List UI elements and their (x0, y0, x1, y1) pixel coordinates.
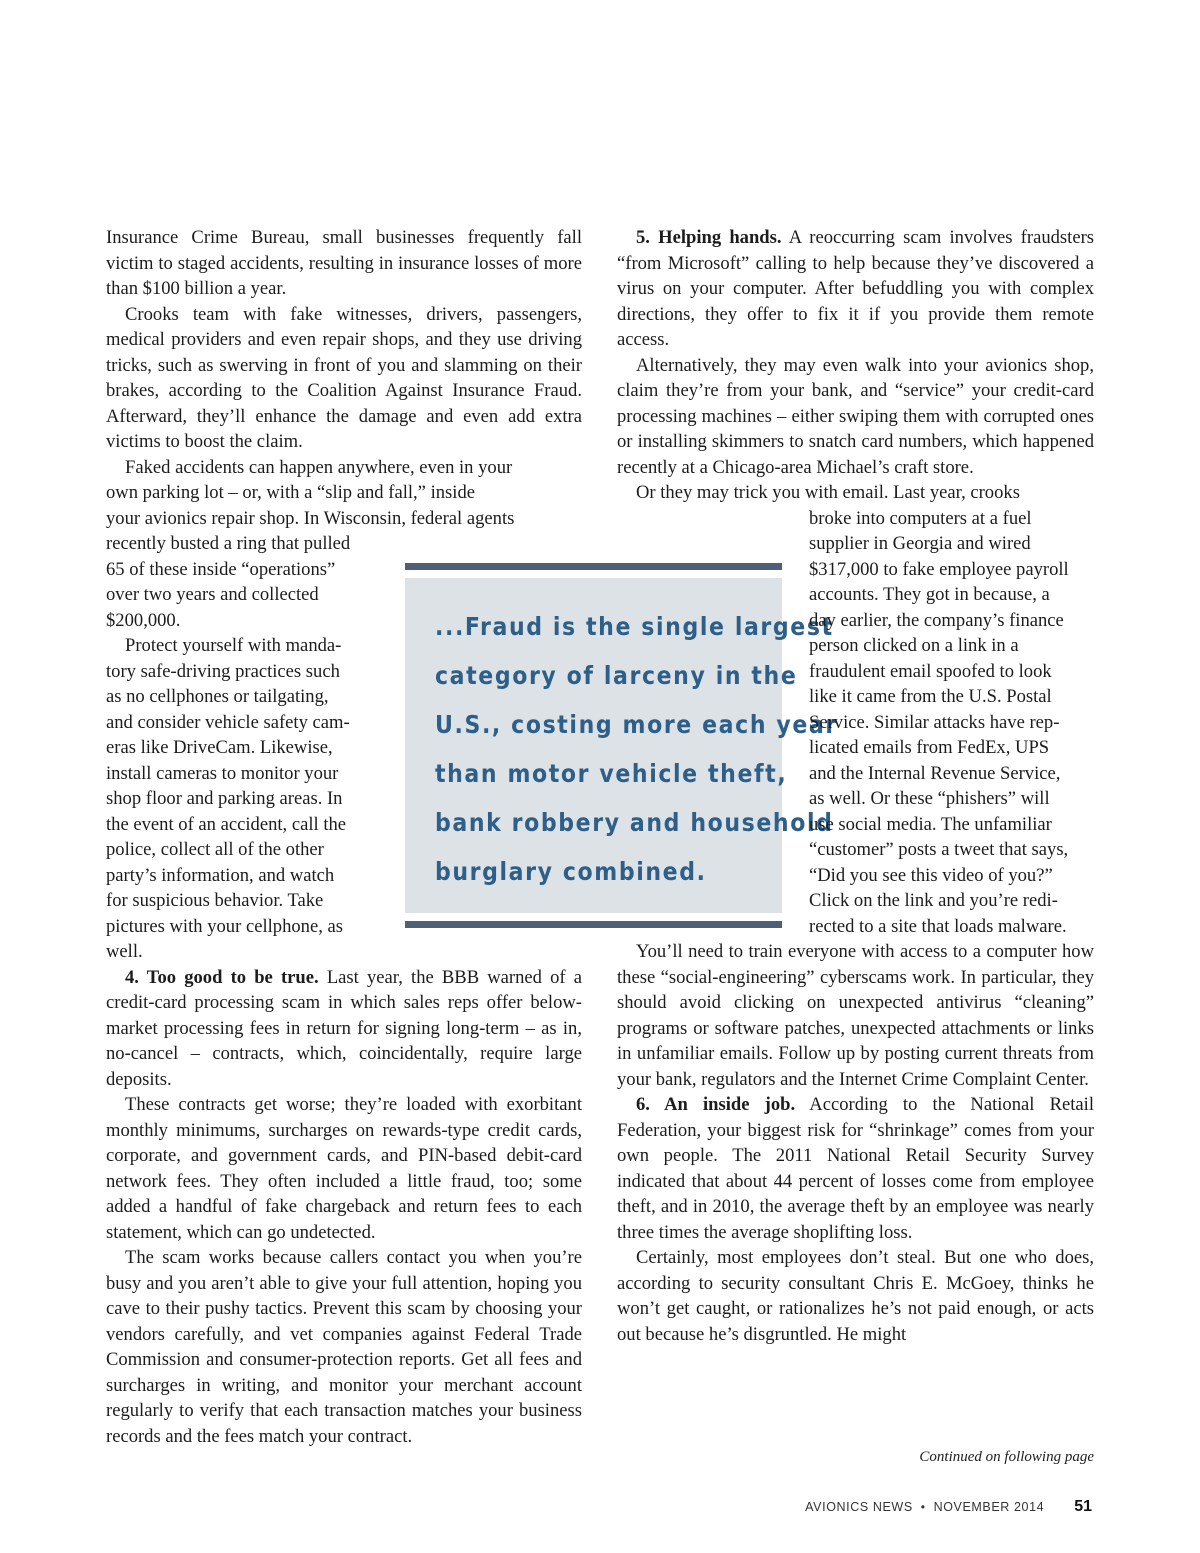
paragraph-body: Last year, the BBB warned of a credit-card processing scam in which sales reps offer below-market processing fees in return for signing long-term – as in, no-cancel – contracts, which, coincidentally, require large deposits. (106, 966, 583, 1090)
text-line: as well. Or these “phishers” will (809, 788, 1050, 809)
text-line: “Did you see this video of you?” (809, 864, 1053, 886)
text-line: like it came from the U.S. Postal (809, 686, 1052, 707)
left-paragraph-7: The scam works because callers contact you when you’re busy and you aren’t able to give your full attention, hoping you cave to their pushy tactics. Prevent this scam by choosing your vendors carefully, and vet companies against Federal Trade Commission and consumer-protection reports. Get all fees and surcharges in writing, and monitor your merchant account regularly to verify that each transaction matches your business records and the fees match your contract. (106, 1247, 582, 1447)
text-line: install cameras to monitor your (106, 762, 339, 784)
text-line: police, collect all of the other (106, 839, 324, 860)
text-line: eras like DriveCam. Likewise, (106, 737, 333, 758)
text-line: broke into computers at a fuel (809, 507, 1032, 529)
text-line: $317,000 to fake employee payroll (809, 558, 1069, 580)
text-line: shop floor and parking areas. In (106, 788, 343, 809)
text-line: Protect yourself with manda- (125, 635, 342, 656)
right-paragraph-6: Certainly, most employees don’t steal. But one who does, according to security consultant Chris E. McGoey, thinks he won’t get caught, or rationalizes he’s not paid enough, or acts out because he’s disgruntled. He might (617, 1247, 1094, 1345)
pull-quote-line: than motor vehicle theft, (435, 759, 788, 788)
text-line: person clicked on a link in a (809, 635, 1019, 656)
continued-note: Continued on following page (919, 1449, 1094, 1465)
section-heading-6: 6. An inside job. (636, 1094, 796, 1115)
pull-quote-line: category of larceny in the (435, 661, 798, 690)
text-line: the event of an accident, call the (106, 813, 347, 835)
text-line: Click on the link and you’re redi- (809, 890, 1058, 911)
paragraph-body: According to the National Retail Federation, your biggest risk for “shrinkage” comes from your own people. The 2011 National Retail Security Survey indicated that about 44 percent of losses come from employee theft, and in 2010, the average theft by an employee was nearly three times the average shoplifting loss. (617, 1094, 1094, 1243)
pull-quote-line: burglary combined. (435, 857, 707, 886)
text-line: and the Internal Revenue Service, (809, 762, 1061, 784)
text-line: day earlier, the company’s finance (809, 609, 1064, 631)
text-line: rected to a site that loads malware. (809, 915, 1067, 937)
pull-quote-line: ...Fraud is the single largest (435, 612, 834, 641)
section-heading-4: 4. Too good to be true. (125, 966, 319, 988)
right-paragraph-4: You’ll need to train everyone with access to a computer how these “social-engineering” cyberscams work. In particular, they should avoid clicking on unexpected antivirus “cleaning” programs or software patches, unexpected attachments or links in unfamiliar emails. Follow up by posting current threats from your bank, regulators and the Internet Crime Complaint Center. (617, 941, 1094, 1090)
text-line: $200,000. (106, 609, 181, 631)
text-line: Faked accidents can happen anywhere, even in your (125, 456, 513, 478)
text-line: own parking lot – or, with a “slip and fall,” inside (106, 482, 475, 503)
text-line: pictures with your cellphone, as (106, 915, 344, 937)
text-line: use social media. The unfamiliar (809, 813, 1052, 835)
publication-name: AVIONICS NEWS (805, 1500, 913, 1514)
text-line: recently busted a ring that pulled (106, 533, 351, 554)
text-line: supplier in Georgia and wired (809, 533, 1031, 554)
right-paragraph-2: Alternatively, they may even walk into your avionics shop, claim they’re from your bank, and “service” your credit-card processing machines – either swiping them with corrupted ones or installing skimmers to snatch card numbers, which happened recently at a Chicago-area Michael’s craft store. (617, 354, 1094, 478)
page-number: 51 (1074, 1498, 1092, 1515)
text-line: Service. Similar attacks have rep- (809, 711, 1060, 733)
text-line: your avionics repair shop. In Wisconsin, federal agents (106, 507, 515, 529)
text-line: for suspicious behavior. Take (106, 890, 324, 911)
text-line: fraudulent email spoofed to look (809, 660, 1052, 682)
page-footer (805, 1498, 1092, 1516)
text-line: “customer” posts a tweet that says, (809, 839, 1069, 860)
text-line: as no cellphones or tailgating, (106, 686, 329, 707)
right-paragraph-3 (617, 480, 1094, 939)
section-heading-5: 5. Helping hands. (636, 227, 782, 248)
footer-bullet: • (920, 1500, 926, 1514)
pull-quote-line: U.S., costing more each year (435, 710, 838, 739)
text-line: licated emails from FedEx, UPS (809, 737, 1050, 758)
left-paragraph-6: These contracts get worse; they’re loaded with exorbitant monthly minimums, surcharges on rewards-type credit cards, corporate, and government cards, and PIN-based debit-card network fees. They often included a little fraud, too; some added a handful of fake chargeback and return fees to each statement, which can go undetected. (106, 1094, 582, 1243)
text-line: and consider vehicle safety cam- (106, 711, 350, 733)
text-line: over two years and collected (106, 584, 319, 605)
right-column (617, 225, 1094, 1347)
right-paragraph-5 (617, 1092, 1094, 1245)
issue-date: NOVEMBER 2014 (933, 1500, 1045, 1514)
text-line: well. (106, 941, 143, 962)
paragraph-body: A reoccurring scam involves fraudsters “from Microsoft” calling to help because they’ve discovered a virus on your computer. After befuddling you with complex directions, they offer to fix it if you provide them remote access. (617, 227, 1094, 350)
left-paragraph-1: Insurance Crime Bureau, small businesses frequently fall victim to staged accidents, resulting in insurance losses of more than $100 billion a year. (106, 227, 582, 299)
text-line: tory safe-driving practices such (106, 660, 340, 682)
text-line: 65 of these inside “operations” (106, 558, 336, 580)
left-paragraph-5 (106, 965, 582, 1093)
left-paragraph-2: Crooks team with fake witnesses, drivers, passengers, medical providers and even repair shops, and they use driving tricks, such as swerving in front of you and slamming on their brakes, according to the Coalition Against Insurance Fraud. Afterward, they’ll enhance the damage and even add extra victims to boost the claim. (106, 303, 582, 452)
text-line: accounts. They got in because, a (809, 584, 1050, 605)
text-line: Or they may trick you with email. Last year, crooks (636, 482, 1020, 503)
text-line: party’s information, and watch (106, 864, 335, 886)
right-paragraph-1 (617, 225, 1094, 353)
pull-quote-line: bank robbery and household (435, 808, 834, 837)
